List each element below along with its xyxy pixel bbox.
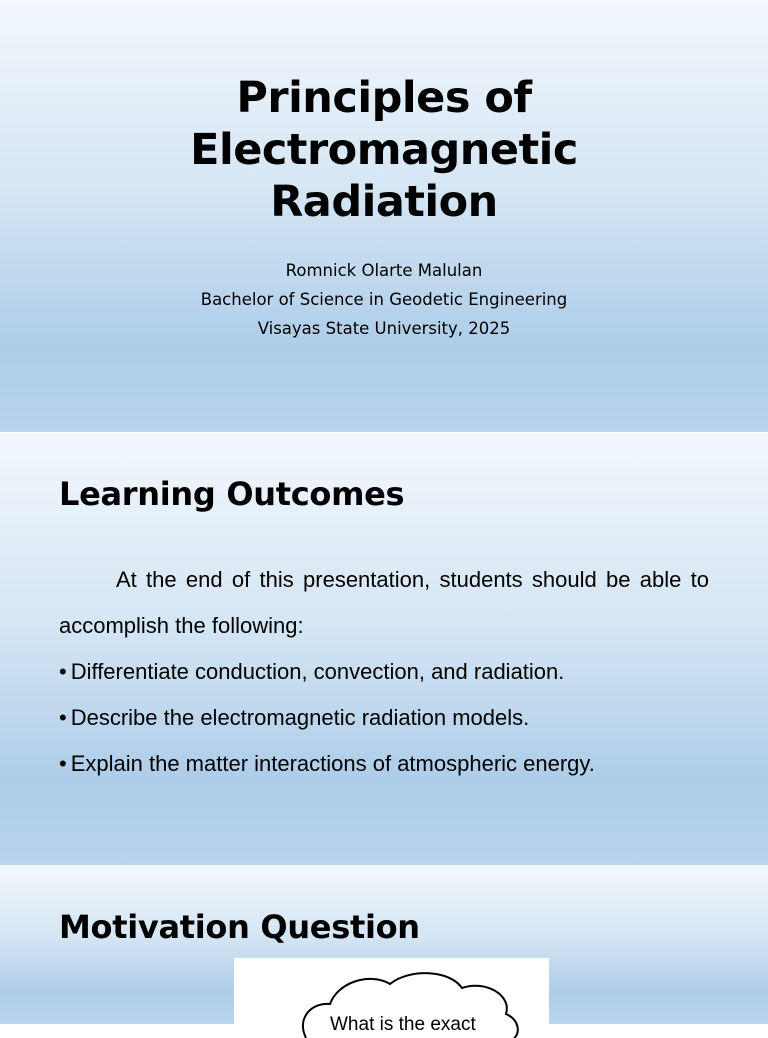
- presentation-title: [0, 72, 768, 228]
- cloud-caption: What is the exact: [330, 1014, 476, 1035]
- slide-heading: Motivation Question: [59, 908, 420, 946]
- bullet-icon: •: [59, 659, 67, 684]
- author-info: [0, 256, 768, 343]
- degree-program: Bachelor of Science in Geodetic Engineering: [200, 290, 568, 309]
- bullet-icon: •: [59, 751, 67, 776]
- motivation-slide: [0, 866, 768, 1035]
- title-line: Electromagnetic: [190, 125, 578, 175]
- slide-body: [59, 557, 709, 787]
- bullet-icon: •: [59, 705, 67, 730]
- list-item: [59, 649, 709, 695]
- list-item: [59, 695, 709, 741]
- slide-heading: Learning Outcomes: [59, 475, 405, 513]
- outcome-text: Differentiate conduction, convection, and radiation.: [70, 659, 565, 684]
- title-line: Principles of: [236, 73, 532, 123]
- outcome-text: Explain the matter interactions of atmospheric energy.: [70, 751, 595, 776]
- outcome-text: Describe the electromagnetic radiation models.: [70, 705, 530, 730]
- author-name: Romnick Olarte Malulan: [285, 261, 483, 280]
- title-slide: [0, 0, 768, 432]
- learning-outcomes-slide: [0, 433, 768, 865]
- institution-year: Visayas State University, 2025: [257, 319, 511, 338]
- title-line: Radiation: [270, 177, 498, 227]
- list-item: [59, 741, 709, 787]
- intro-paragraph: At the end of this presentation, students should be able to accomplish the following:: [59, 567, 709, 638]
- thought-cloud-image: [234, 958, 549, 1038]
- outcome-list: [59, 649, 709, 787]
